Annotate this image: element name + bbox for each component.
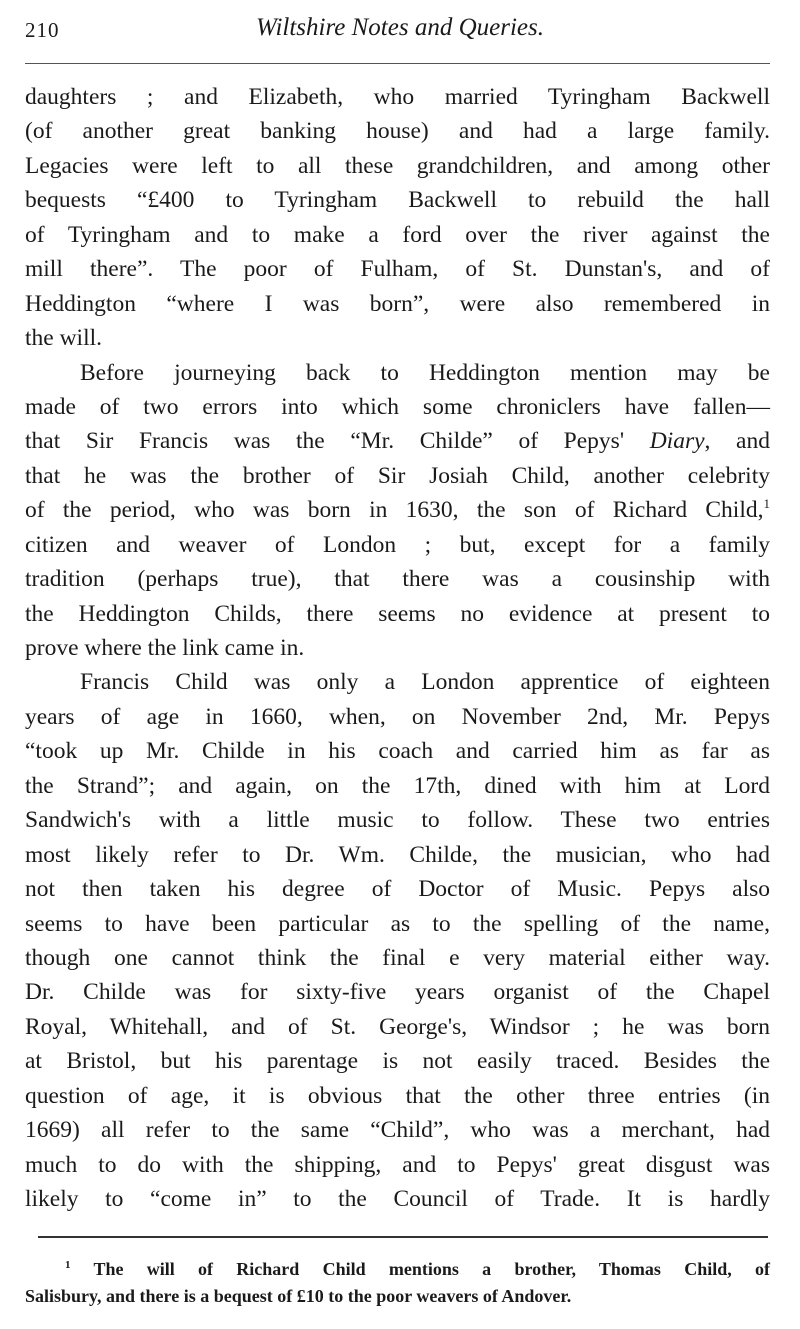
line-text: that Sir Francis was the “Mr. Childe” of Pepys' [25, 428, 650, 455]
text-line [25, 562, 770, 596]
line-text: Royal, Whitehall, and of St. George's, Windsor ; he was born [25, 1013, 770, 1040]
line-text: Before journeying back to Heddington mention may be [80, 359, 770, 386]
line-text: , and [704, 428, 770, 455]
text-line [25, 183, 770, 217]
text-line [25, 321, 770, 355]
text-line [25, 907, 770, 941]
line-text: mill there”. The poor of Fulham, of St. Dunstan's, and of [25, 256, 770, 283]
text-line [25, 1044, 770, 1078]
text-line [25, 459, 770, 493]
text-line [25, 838, 770, 872]
text-line [25, 218, 770, 252]
line-text: Heddington “where I was born”, were also remembered in [25, 290, 770, 317]
line-text: Legacies were left to all these grandchildren, and among other [25, 152, 770, 179]
text-line [25, 1182, 770, 1216]
text-line [25, 941, 770, 975]
line-text: years of age in 1660, when, on November 2nd, Mr. Pepys [25, 703, 770, 730]
line-text: of Tyringham and to make a ford over the river against the [25, 221, 770, 248]
page-number: 210 [25, 18, 60, 42]
footnote-line [25, 1256, 770, 1283]
text-line [25, 424, 770, 458]
text-line [25, 734, 770, 768]
footnote-marker: 1 [65, 1259, 71, 1271]
text-line [25, 700, 770, 734]
text-line [25, 149, 770, 183]
text-line [25, 114, 770, 148]
text-line [25, 287, 770, 321]
footnote [25, 1256, 770, 1310]
line-text: made of two errors into which some chroniclers have fallen— [25, 393, 770, 420]
header-rule [25, 63, 770, 64]
line-text: daughters ; and Elizabeth, who married Tyringham Backwell [25, 84, 770, 110]
line-text: “took up Mr. Childe in his coach and carried him as far as [25, 738, 770, 765]
italic-title: Diary [649, 428, 705, 455]
text-line [25, 493, 770, 527]
line-text: not then taken his degree of Doctor of Music. Pepys also [25, 876, 770, 903]
line-text: 1669) all refer to the same “Child”, who was a merchant, had [25, 1117, 770, 1144]
line-text: the Strand”; and again, on the 17th, dined with him at Lord [25, 772, 770, 799]
text-line [25, 769, 770, 803]
line-text: prove where the link came in. [25, 635, 305, 661]
text-line [25, 528, 770, 562]
line-text: likely to “come in” to the Council of Trade. It is hardly [25, 1186, 770, 1212]
footnote-rule [38, 1236, 768, 1238]
line-text: Francis Child was only a London apprentice of eighteen [80, 669, 770, 696]
line-text: that he was the brother of Sir Josiah Child, another celebrity [25, 462, 770, 489]
line-text: Dr. Childe was for sixty-five years organist of the Chapel [25, 979, 770, 1006]
text-line [25, 1113, 770, 1147]
text-line [25, 1010, 770, 1044]
line-text: seems to have been particular as to the spelling of the name, [25, 910, 770, 937]
line-text: the will. [25, 325, 103, 352]
line-text: much to do with the shipping, and to Pepys' great disgust was [25, 1151, 770, 1178]
line-text: citizen and weaver of London ; but, except for a family [25, 531, 770, 558]
line-text: Sandwich's with a little music to follow. These two entries [25, 807, 770, 834]
text-line [25, 665, 770, 699]
text-line [25, 872, 770, 906]
line-text: bequests “£400 to Tyringham Backwell to rebuild the hall [25, 187, 770, 214]
line-text: (of another great banking house) and had a large family. [25, 118, 770, 145]
line-text: at Bristol, but his parentage is not easily traced. Besides the [25, 1048, 770, 1075]
text-line [25, 80, 770, 114]
text-line [25, 975, 770, 1009]
line-text: the Heddington Childs, there seems no evidence at present to [25, 600, 770, 627]
line-text: of the period, who was born in 1630, the son of Richard Child, [25, 497, 764, 524]
body-text [25, 80, 770, 1216]
text-line [25, 252, 770, 286]
text-line [25, 631, 770, 665]
running-title: Wiltshire Notes and Queries. [256, 14, 544, 41]
footnote-reference: 1 [763, 496, 770, 512]
line-text: though one cannot think the final e very material either way. [25, 944, 770, 971]
text-line [25, 803, 770, 837]
line-text: most likely refer to Dr. Wm. Childe, the musician, who had [25, 841, 770, 868]
text-line [25, 597, 770, 631]
footnote-line: Salisbury, and there is a bequest of £10 to the poor weavers of Andover. [25, 1286, 572, 1306]
line-text: question of age, it is obvious that the other three entries (in [25, 1082, 770, 1109]
line-text: tradition (perhaps true), that there was a cousinship with [25, 566, 770, 593]
text-line [25, 390, 770, 424]
text-line [25, 1079, 770, 1113]
footnote-text: The will of Richard Child mentions a brother, Thomas Child, of [70, 1259, 770, 1279]
text-line [25, 1148, 770, 1182]
text-line [25, 356, 770, 390]
